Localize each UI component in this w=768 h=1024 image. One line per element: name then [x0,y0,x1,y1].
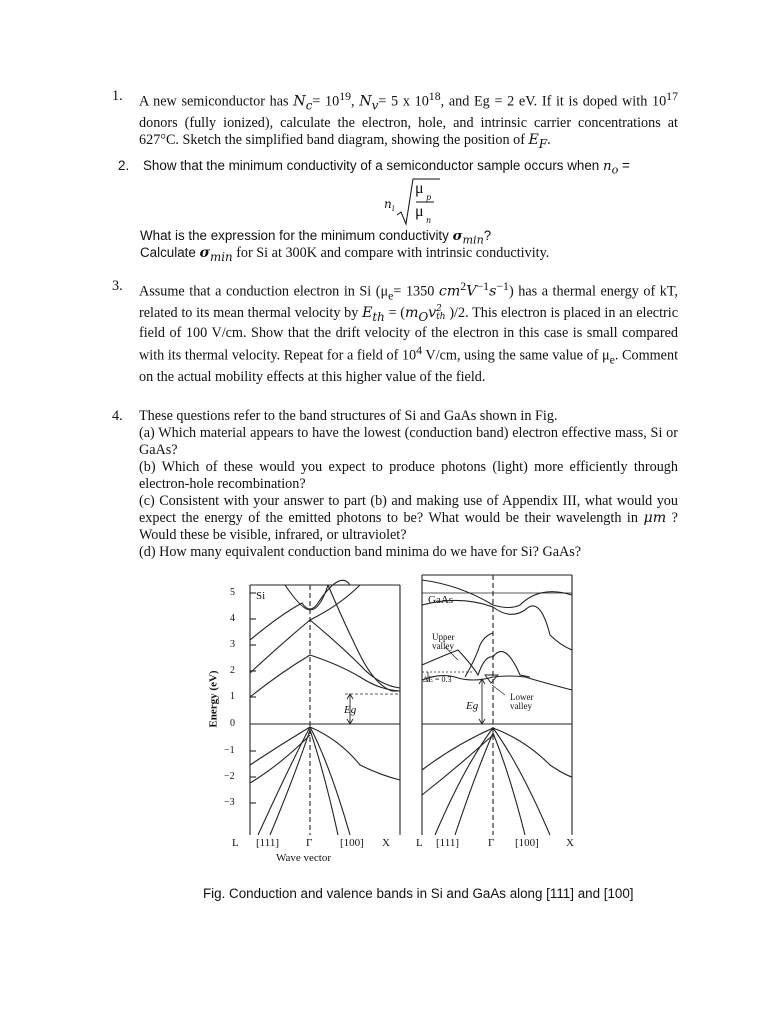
y-tick-2: 2 [230,665,235,676]
gaas-label: GaAs [428,594,454,606]
upper-valley-label: Upper valley [432,632,455,651]
band-structure-svg [207,565,590,875]
gaas-x-tick-100: [100] [515,837,539,849]
question-number: 2. [118,158,130,173]
y-tick-3: 3 [230,639,235,650]
question-text: A new semiconductor has $N_c= 10^{19}$, $N_v= 5$ x $10^{18}$, and Eg = 2 eV. If it is doped with $10^{17}$ donors (fully ionized), calculate the electron, hole, and intrinsic carrier concentrations at 627°C. Sketch the simplified band diagram, showing the position of $E_F$. [139,89,678,151]
si-x-tick-x: X [382,837,390,849]
si-x-tick-100: [100] [340,837,364,849]
figure-caption: Fig. Conduction and valence bands in Si and GaAs along [111] and [100] [203,886,634,901]
x-axis-label: Wave vector [276,852,331,864]
minimum-conductivity-formula: n i μ p μ n [382,177,442,227]
y-tick-neg2: −2 [224,771,235,782]
part-b: (b) Which of these would you expect to produce photons (light) more efficiently through electron-hole recombination? [139,459,678,492]
y-tick-4: 4 [230,613,235,624]
question-2 [118,157,684,179]
question-4 [112,408,678,561]
si-x-tick-111: [111] [256,837,280,849]
question-number: 1. [112,88,123,104]
band-structure-figure [207,565,590,875]
y-axis-label: Energy (eV) [207,670,220,728]
gaas-eg-label: Eg [466,700,479,712]
si-x-tick-gamma: Γ [306,837,313,849]
question-text: Show that the minimum conductivity of a semiconductor sample occurs when $n_o$ = [143,158,630,177]
y-tick-neg3: −3 [224,797,235,808]
part-c: (c) Consistent with your answer to part (b) and making use of Appendix III, what would you expect the energy of the emitted photons to be? What would be their wavelength in μm ? Would these be visible, infrared, or ultraviolet? [139,493,678,543]
y-tick-5: 5 [230,587,235,598]
question-number: 3. [112,278,123,294]
question-text: These questions refer to the band structures of Si and GaAs shown in Fig. (a) Which material appears to have the lowest (conduction band) electron effective mass, Si or GaAs? (b) Which of these would you expect to produce photons (light) more efficiently through electron-hole recombination? (c) Consistent with your answer to part (b) and making use of Appendix III, what would you expect the energy of the emitted photons to be? What would be their wavelength in μm ? Would these be visible, infrared, or ultraviolet? (d) How many equivalent conduction band minima do we have for Si? GaAs? [139,408,678,560]
part-a: (a) Which material appears to have the lowest (conduction band) electron effective mass, Si or GaAs? [139,425,678,458]
question-2-line-2: What is the expression for the minimum conductivity $\sigma_{min}$? [140,228,492,247]
question-text: Assume that a conduction electron in Si ($\mu_e= 1350$ $cm^2V^{-1}s^{-1}$) has a thermal energy of kT, related to its mean thermal velocity by $E_{th} = (m_Ov$ 2 th )/2. This electron is placed in an electric field of 100 V/cm. Show that the drift velocity of the electron in this case is small compared with its thermal velocity. Repeat for a field of $10^4$ V/cm, using the same value of $\mu_e$. Comment on the actual mobility effects at this higher value of the field. [139,279,679,385]
y-tick-0: 0 [230,718,235,729]
gaas-x-tick-111: [111] [436,837,460,849]
si-panel [250,580,400,835]
delta-e-label: ΔE = 0.3 [423,675,452,684]
si-eg-label: Eg [344,704,357,716]
gaas-x-tick-x: X [566,837,574,849]
question-number: 4. [112,408,123,424]
gaas-x-tick-gamma: Γ [488,837,495,849]
lower-valley-label: Lower valley [510,692,534,711]
gaas-x-tick-l: L [416,837,423,849]
y-tick-neg1: −1 [224,745,235,756]
y-tick-1: 1 [230,691,235,702]
question-1 [112,88,678,152]
question-2-line-3: Calculate $\sigma_{min}$ for Si at 300K and compare with intrinsic conductivity. [140,245,550,264]
part-d: (d) How many equivalent conduction band minima do we have for Si? GaAs? [139,544,582,560]
question-3 [112,278,678,386]
si-label: Si [256,590,266,602]
gaas-panel [422,575,572,835]
si-x-tick-l: L [232,837,239,849]
